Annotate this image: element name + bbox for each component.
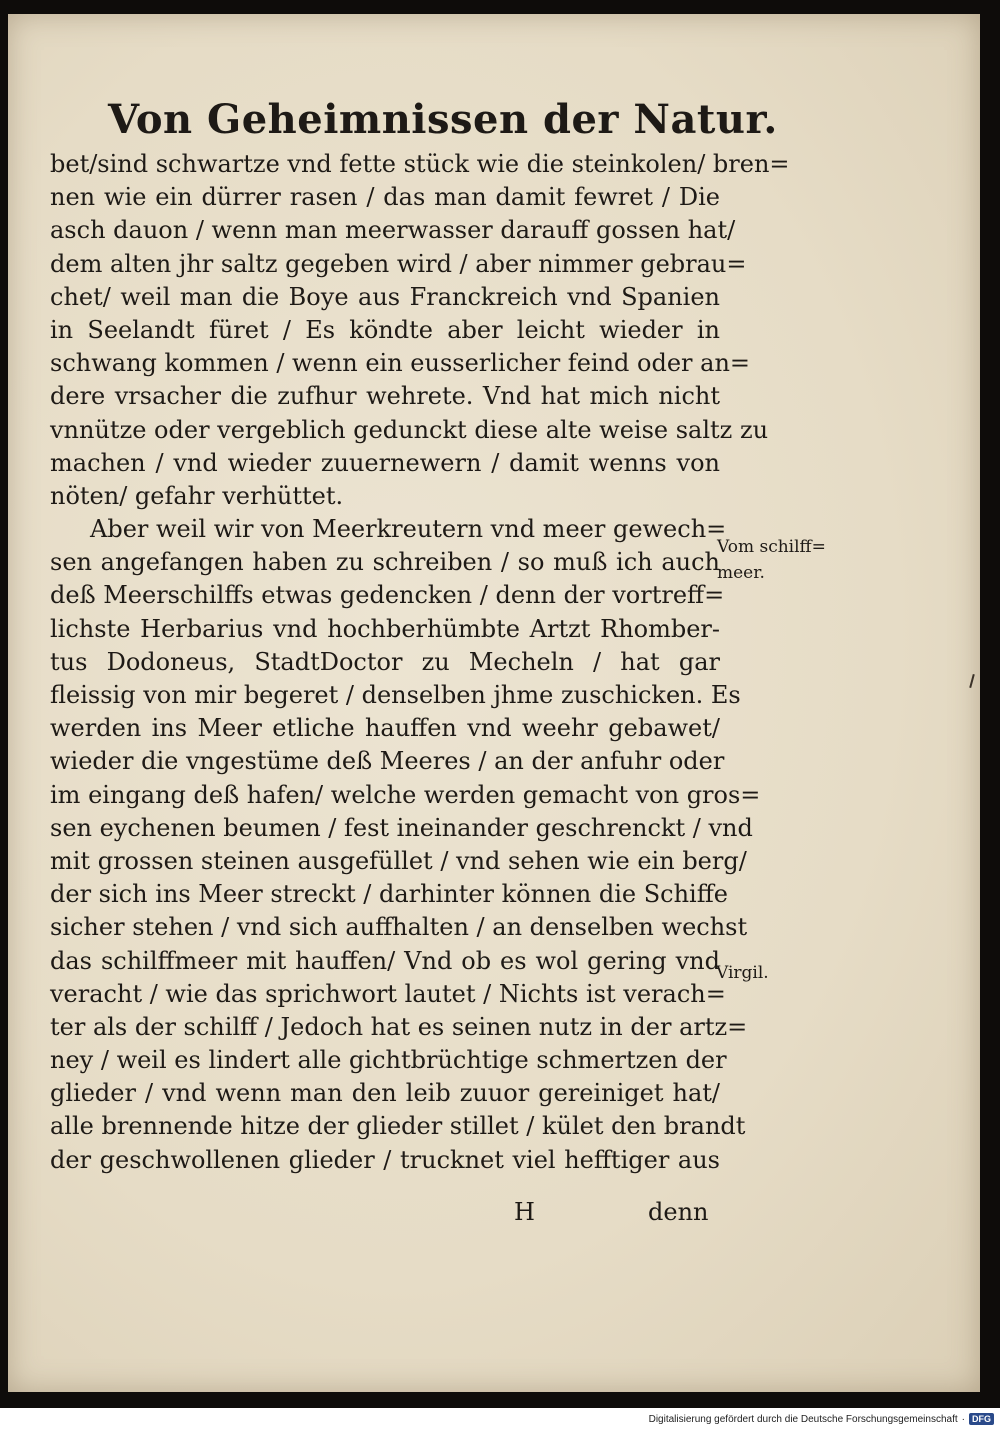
text-line: alle brennende hitze der glieder stillet / kület den brandt bbox=[50, 1112, 746, 1141]
text-line: fleissig von mir begeret / denselben jhme zuschicken. Es bbox=[50, 681, 741, 709]
text-line: schwang kommen / wenn ein eusserlicher feind oder an= bbox=[50, 349, 751, 378]
footer-credit bbox=[649, 1413, 994, 1425]
text-line: Aber weil wir von Meerkreutern vnd meer gewech= bbox=[90, 515, 727, 544]
footer-text: Digitalisierung gefördert durch die Deutsche Forschungsgemeinschaft bbox=[648, 1413, 958, 1425]
text-line: glieder / vnd wenn man den leib zuuor gereiniget hat/ bbox=[50, 1079, 720, 1108]
text-line: der geschwollenen glieder / trucknet viel hefftiger aus bbox=[50, 1145, 720, 1174]
text-line: das schilffmeer mit hauffen/ Vnd ob es wol gering vnd bbox=[50, 946, 720, 975]
paper-mark bbox=[969, 674, 975, 688]
text-line: ter als der schilff / Jedoch hat es seinen nutz in der artz= bbox=[50, 1012, 748, 1041]
text-line: deß Meerschilffs etwas gedencken / denn der vortreff= bbox=[50, 581, 725, 610]
text-line: sen eychenen beumen / fest ineinander geschrenckt / vnd bbox=[50, 813, 753, 842]
margin-note-line: Vom schilff= bbox=[717, 537, 826, 557]
text-line: asch dauon / wenn man meerwasser darauff gossen hat/ bbox=[50, 216, 736, 245]
text-line: in Seelandt füret / Es köndte aber leicht wieder in bbox=[50, 315, 720, 344]
text-line: bet/sind schwartze vnd fette stück wie die steinkolen/ bren= bbox=[50, 150, 790, 178]
text-line: lichste Herbarius vnd hochberhümbte Artzt Rhomber- bbox=[50, 614, 720, 643]
margin-note-line: meer. bbox=[717, 563, 765, 583]
text-line: dem alten jhr saltz gegeben wird / aber nimmer gebrau= bbox=[50, 249, 747, 278]
margin-note-virgil: Virgil. bbox=[716, 963, 769, 983]
text-line: mit grossen steinen ausgefüllet / vnd sehen wie ein berg/ bbox=[50, 846, 747, 875]
text-line: tus Dodoneus, StadtDoctor zu Mecheln / hat gar bbox=[50, 647, 720, 676]
text-line: machen / vnd wieder zuuernewern / damit wenns von bbox=[50, 448, 720, 477]
text-line: sen angefangen haben zu schreiben / so muß ich auch bbox=[50, 548, 720, 577]
text-line: nen wie ein dürrer rasen / das man damit fewret / Die bbox=[50, 183, 720, 212]
text-line: der sich ins Meer streckt / darhinter können die Schiffe bbox=[50, 880, 728, 909]
text-line: dere vrsacher die zufhur wehrete. Vnd hat mich nicht bbox=[50, 382, 720, 411]
running-header: Von Geheimnissen der Natur. bbox=[108, 96, 778, 143]
footer-separator: · bbox=[961, 1413, 965, 1425]
signature-mark: H bbox=[514, 1198, 535, 1226]
text-line: nöten/ gefahr verhüttet. bbox=[50, 481, 344, 510]
text-line: vnnütze oder vergeblich gedunckt diese alte weise saltz zu bbox=[50, 415, 769, 444]
text-line: wieder die vngestüme deß Meeres / an der anfuhr oder bbox=[50, 747, 725, 776]
text-line: veracht / wie das sprichwort lautet / Nichts ist verach= bbox=[50, 979, 726, 1008]
margin-note-schilffmeer bbox=[717, 534, 826, 586]
text-line: im eingang deß hafen/ welche werden gemacht von gros= bbox=[50, 780, 761, 809]
text-line: sicher stehen / vnd sich auffhalten / an denselben wechst bbox=[50, 913, 748, 942]
dfg-logo-icon[interactable]: DFG bbox=[969, 1413, 994, 1425]
catchword: denn bbox=[648, 1198, 709, 1226]
text-line: ney / weil es lindert alle gichtbrüchtige schmertzen der bbox=[50, 1046, 727, 1075]
text-line: werden ins Meer etliche hauffen vnd weehr gebawet/ bbox=[50, 714, 720, 743]
text-line: chet/ weil man die Boye aus Franckreich vnd Spanien bbox=[50, 282, 720, 311]
